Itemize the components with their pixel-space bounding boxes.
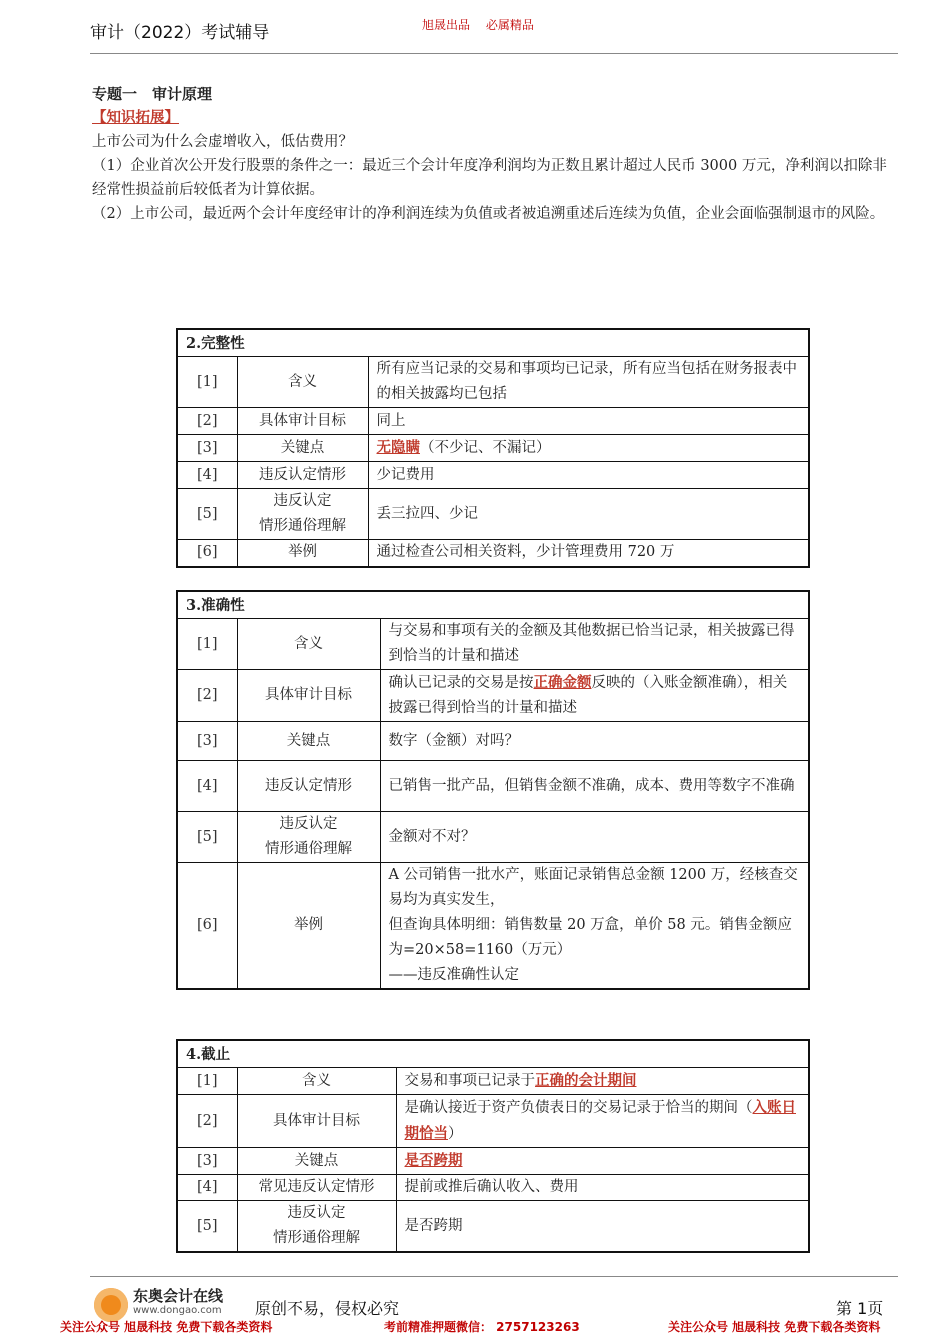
row-number: [4] [177, 1175, 237, 1201]
row-label: 关键点 [237, 435, 368, 462]
table-row [177, 1175, 809, 1201]
row-number: [5] [177, 489, 237, 540]
row-number: [1] [177, 1068, 237, 1095]
highlight-text: 无隐瞒 [376, 439, 420, 456]
table-row [177, 619, 809, 670]
row-label [237, 489, 368, 540]
row-number: [5] [177, 1201, 237, 1253]
row-number: [6] [177, 863, 237, 990]
knowledge-tag: 【知识拓展】 [92, 109, 179, 126]
intro-question: 上市公司为什么会虚增收入，低估费用？ [92, 134, 353, 150]
row-label: 违反认定情形 [237, 761, 380, 812]
content-rest: （不少记、不漏记） [420, 440, 551, 456]
row-label: 举例 [237, 540, 368, 567]
label-line-1: 违反认定 [287, 1205, 346, 1221]
row-content: 同上 [368, 408, 809, 435]
row-number: [4] [177, 462, 237, 489]
page-number: 第 1页 [836, 1299, 884, 1318]
row-number: [4] [177, 761, 237, 812]
row-label: 具体审计目标 [237, 670, 380, 722]
content-rest: 反映的（入账金额准确），相关披露已得到恰当的计量和描述 [388, 675, 788, 716]
label-line-1: 违反认定 [279, 816, 338, 832]
row-content: 所有应当记录的交易和事项均已记录，所有应当包括在财务报表中的相关披露均已包括 [368, 357, 809, 408]
footer-promo-right: 关注公众号 旭晟科技 免费下载各类资料 [668, 1320, 881, 1334]
table-row [177, 1201, 809, 1253]
label-line-2: 情形通俗理解 [259, 518, 346, 534]
row-content: 数字（金额）对吗？ [380, 722, 809, 761]
row-content [396, 1095, 809, 1148]
row-label: 具体审计目标 [237, 408, 368, 435]
label-line-1: 违反认定 [273, 493, 332, 509]
logo-icon [94, 1288, 128, 1322]
row-content: 与交易和事项有关的金额及其他数据已恰当记录，相关披露已得到恰当的计量和描述 [380, 619, 809, 670]
highlight-text: 正确的会计期间 [535, 1072, 637, 1089]
row-number: [2] [177, 670, 237, 722]
table-row [177, 462, 809, 489]
table-row [177, 435, 809, 462]
row-label [237, 1201, 396, 1253]
label-line-2: 情形通俗理解 [265, 841, 352, 857]
row-label: 具体审计目标 [237, 1095, 396, 1148]
example-line-2: 但查询具体明细：销售数量 20 万盒，单价 58 元。销售金额应为=20×58=1160（万元） [388, 917, 792, 958]
highlight-text: 是否跨期 [404, 1152, 463, 1169]
table-row [177, 1148, 809, 1175]
row-number: [2] [177, 1095, 237, 1148]
header-brand-left: 旭晟出品 [422, 18, 471, 32]
row-content: 丢三拉四、少记 [368, 489, 809, 540]
footer-divider [90, 1276, 898, 1277]
content-pre: 交易和事项已记录于 [404, 1073, 535, 1089]
row-label: 含义 [237, 619, 380, 670]
completeness-table [176, 328, 810, 568]
row-number: [2] [177, 408, 237, 435]
row-number: [5] [177, 812, 237, 863]
table-title: 3.准确性 [177, 591, 809, 619]
logo-url: www.dongao.com [133, 1305, 222, 1316]
topic-heading: 专题一 审计原理 [92, 85, 213, 103]
row-content: 金额对不对？ [380, 812, 809, 863]
cutoff-table [176, 1039, 810, 1253]
table-row [177, 761, 809, 812]
row-number: [3] [177, 722, 237, 761]
example-line-1: A 公司销售一批水产，账面记录销售总金额 1200 万，经核查交易均为真实发生， [388, 867, 798, 908]
row-content: 通过检查公司相关资料，少计管理费用 720 万 [368, 540, 809, 567]
header-brand [422, 16, 534, 33]
intro-point-2: （2）上市公司，最近两个会计年度经审计的净利润连续为负值或者被追溯重述后连续为负值，企业会面临强制退市的风险。 [92, 206, 885, 222]
row-content [380, 863, 809, 990]
table-row [177, 489, 809, 540]
row-label: 常见违反认定情形 [237, 1175, 396, 1201]
row-content [396, 1148, 809, 1175]
row-content: 是否跨期 [396, 1201, 809, 1253]
highlight-text: 正确金额 [533, 674, 592, 691]
row-number: [3] [177, 1148, 237, 1175]
document-header-title: 审计（2022）考试辅导 [90, 23, 270, 43]
row-label: 关键点 [237, 722, 380, 761]
table-row [177, 670, 809, 722]
intro-section [92, 82, 898, 226]
content-rest: ） [448, 1126, 463, 1142]
intro-point-1: （1）企业首次公开发行股票的条件之一：最近三个会计年度净利润均为正数且累计超过人民币 3000 万元，净利润以扣除非经常性损益前后较低者为计算依据。 [92, 158, 887, 198]
table-row [177, 408, 809, 435]
header-brand-right: 必属精品 [485, 18, 534, 32]
row-content [396, 1068, 809, 1095]
example-line-3: ——违反准确性认定 [388, 967, 519, 983]
footer-slogan: 原创不易，侵权必究 [255, 1299, 400, 1318]
content-pre: 确认已记录的交易是按 [388, 675, 534, 691]
table-row [177, 1095, 809, 1148]
row-label: 举例 [237, 863, 380, 990]
table-title: 4.截止 [177, 1040, 809, 1068]
row-content [380, 670, 809, 722]
row-number: [6] [177, 540, 237, 567]
footer-promo-center: 考前精准押题微信： 2757123263 [384, 1320, 580, 1334]
footer-promo-left: 关注公众号 旭晟科技 免费下载各类资料 [60, 1320, 273, 1334]
logo-name: 东奥会计在线 [133, 1287, 224, 1305]
label-line-2: 情形通俗理解 [273, 1230, 360, 1246]
row-content [368, 435, 809, 462]
row-label [237, 812, 380, 863]
accuracy-table [176, 590, 810, 990]
row-content: 少记费用 [368, 462, 809, 489]
row-number: [3] [177, 435, 237, 462]
row-content: 提前或推后确认收入、费用 [396, 1175, 809, 1201]
row-label: 含义 [237, 357, 368, 408]
content-pre: 是确认接近于资产负债表日的交易记录于恰当的期间（ [404, 1100, 753, 1116]
highlight-text: 入账日期恰当 [404, 1099, 796, 1142]
table-title: 2.完整性 [177, 329, 809, 357]
table-row [177, 357, 809, 408]
row-number: [1] [177, 357, 237, 408]
table-row [177, 863, 809, 990]
row-label: 违反认定情形 [237, 462, 368, 489]
table-row [177, 722, 809, 761]
table-row [177, 812, 809, 863]
row-label: 含义 [237, 1068, 396, 1095]
row-content: 已销售一批产品，但销售金额不准确，成本、费用等数字不准确 [380, 761, 809, 812]
header-divider [90, 53, 898, 54]
table-row [177, 1068, 809, 1095]
row-label: 关键点 [237, 1148, 396, 1175]
row-number: [1] [177, 619, 237, 670]
table-row [177, 540, 809, 567]
